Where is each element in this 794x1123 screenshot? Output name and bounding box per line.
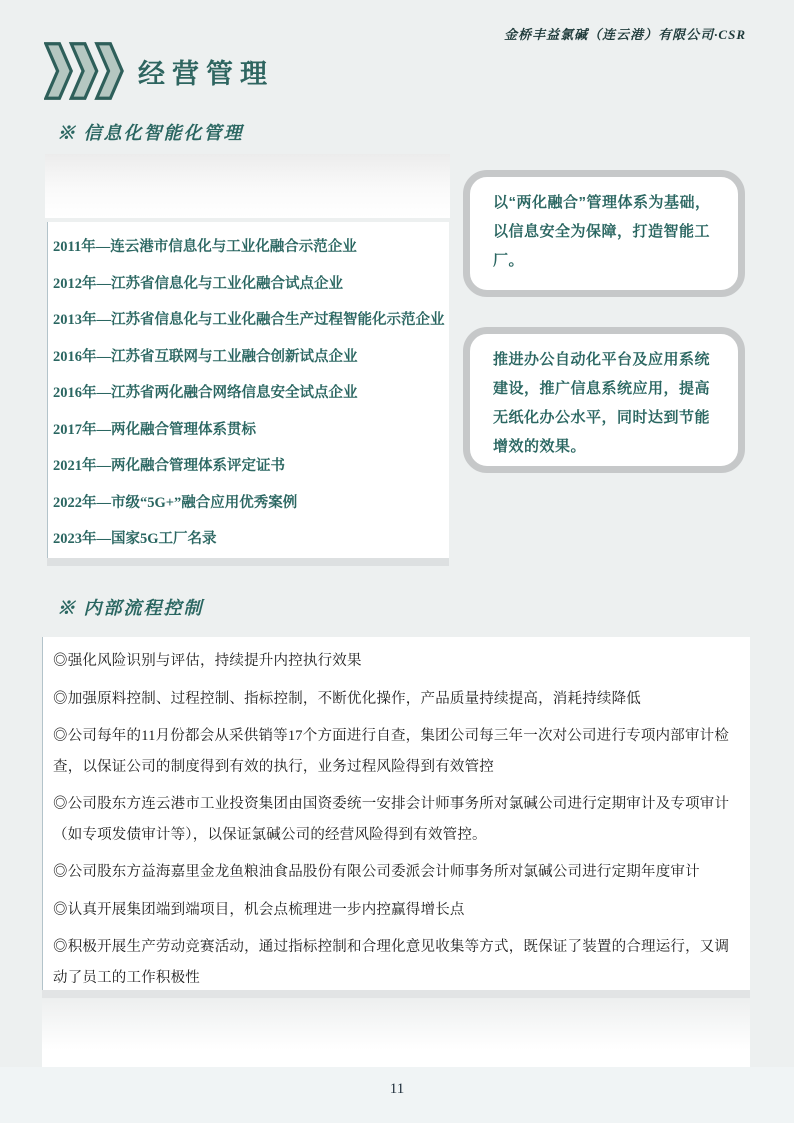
bullet-item: ◎公司股东方益海嘉里金龙鱼粮油食品股份有限公司委派会计师事务所对氯碱公司进行定期年度审计	[53, 864, 700, 880]
page-title: 经营管理	[138, 58, 274, 89]
milestone-list	[47, 222, 449, 558]
milestone-item: 2016年—江苏省两化融合网络信息安全试点企业	[53, 385, 358, 401]
bottom-fade-strip	[42, 998, 750, 1067]
milestone-item: 2021年—两化融合管理体系评定证书	[53, 458, 285, 474]
section-heading-informatization: ※ 信息化智能化管理	[57, 123, 244, 143]
page-title-block	[44, 40, 274, 102]
bullet-item: ◎加强原料控制、过程控制、指标控制，不断优化操作，产品质量持续提高，消耗持续降低	[53, 690, 641, 707]
internal-control-box-shadow	[42, 990, 750, 998]
image-placeholder	[45, 154, 450, 218]
bullet-item: ◎强化风险识别与评估，持续提升内控执行效果	[53, 653, 362, 669]
milestone-box-shadow	[47, 558, 449, 566]
bullet-item: ◎公司股东方连云港市工业投资集团由国资委统一安排会计师事务所对氯碱公司进行定期审计及专项审计（如专项发债审计等），以保证氯碱公司的经营风险得到有效管控。	[53, 796, 730, 843]
bullet-item: ◎认真开展集团端到端项目，机会点梳理进一步内控赢得增长点	[53, 901, 465, 918]
page-number: 11	[389, 1081, 405, 1097]
milestone-item: 2016年—江苏省互联网与工业融合创新试点企业	[53, 348, 358, 365]
bullet-item: ◎积极开展生产劳动竞赛活动，通过指标控制和合理化意见收集等方式，既保证了装置的合理运行，又调动了员工的工作积极性	[53, 939, 730, 986]
section-heading-internal-control: ※ 内部流程控制	[57, 598, 204, 618]
header-company-name: 金桥丰益氯碱（连云港）有限公司·CSR	[504, 27, 746, 42]
callout-bubble-office-automation: 推进办公自动化平台及应用系统建设，推广信息系统应用，提高无纸化办公水平，同时达到节能增效的效果。	[463, 327, 745, 473]
milestone-item: 2023年—国家5G工厂名录	[53, 531, 217, 547]
milestone-item: 2022年—市级“5G+”融合应用优秀案例	[53, 494, 298, 511]
page-footer	[0, 1067, 794, 1123]
bullet-item: ◎公司每年的11月份都会从采供销等17个方面进行自查，集团公司每三年一次对公司进行专项内部审计检查，以保证公司的制度得到有效的执行，业务过程风险得到有效管控	[53, 728, 730, 775]
milestone-item: 2013年—江苏省信息化与工业化融合生产过程智能化示范企业	[53, 312, 445, 328]
internal-control-list	[42, 637, 750, 990]
milestone-item: 2011年—连云港市信息化与工业化融合示范企业	[53, 239, 357, 255]
triple-chevron-icon	[44, 40, 124, 102]
milestone-item: 2017年—两化融合管理体系贯标	[53, 421, 256, 438]
callout-bubble-integration: 以“两化融合”管理体系为基础，以信息安全为保障，打造智能工厂。	[463, 170, 745, 297]
milestone-item: 2012年—江苏省信息化与工业化融合试点企业	[53, 275, 343, 292]
